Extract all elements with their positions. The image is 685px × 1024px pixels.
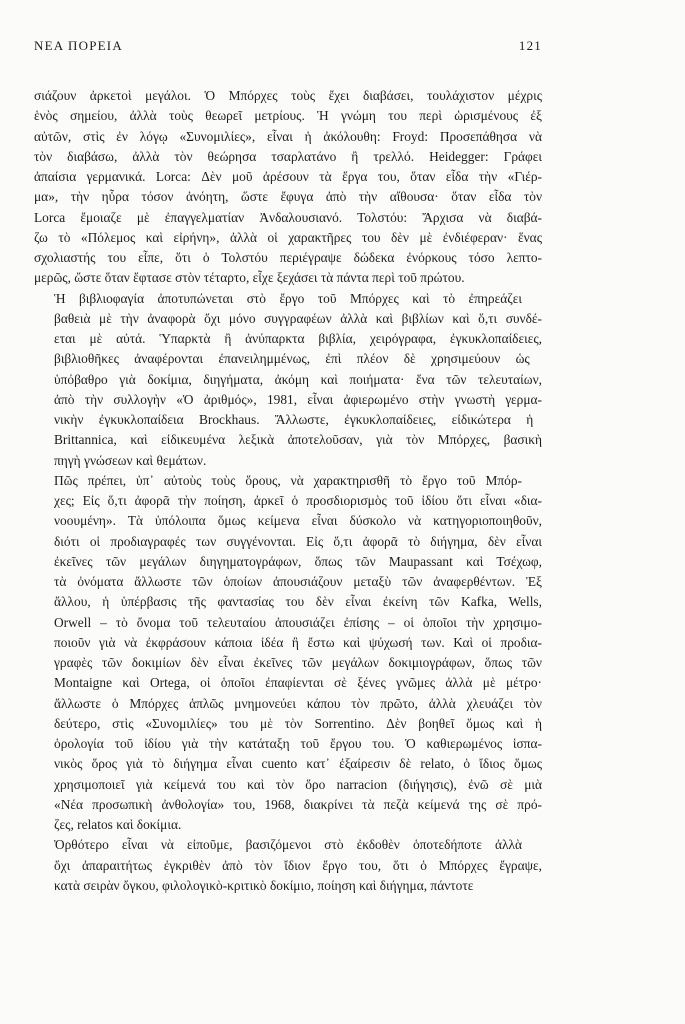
text-line: Ἡ βιβλιοφαγία ἀποτυπώνεται στὸ ἔργο τοῦ Μπόρχες καὶ τὸ ἐπηρεάζει	[54, 290, 522, 306]
text-line: νικὸς ὅρος γιὰ τὸ διήγημα εἶναι cuento κατ᾿ ἐξαίρεσιν δὲ relato, ὁ ἴδιος ὅμως	[54, 756, 542, 772]
text-line: ὑπόβαθρο γιὰ δοκίμια, διηγήματα, ἀκόμη καὶ ποιήματα· ἕνα τῶν τελευταίων,	[54, 371, 542, 387]
text-line: ἐκεῖνες τῶν μεγάλων διηγηματογράφων, ὅπως τῶν Maupassant καὶ Τσέχωφ,	[54, 553, 542, 569]
text-line: εται μὲ αὐτά. Ὑπαρκτὰ ἢ ἀνύπαρκτα βιβλία, χειρόγραφα, ἐγκυκλοπαίδειες,	[54, 331, 542, 346]
text-line: χρησιμοποιεῖ γιὰ κείμενά του καὶ τὸν ὅρο narracion (διήγησις), ἐνῶ σὲ μιὰ	[54, 776, 542, 792]
text-line: Brittannica, καὶ εἰδικευμένα λεξικὰ ἀποτελοῦσαν, γιὰ τὸν Μπόρχες, βασικὴ	[54, 432, 542, 448]
text-line: ἑνὸς σημείου, ἀλλὰ τοὺς θεωρεῖ μετρίους. Ἡ γνώμη του περὶ ὡρισμένους ἐξ	[34, 108, 542, 124]
text-line: Πῶς πρέπει, ὑπ᾿ αὐτοὺς τοὺς ὅρους, νὰ χαρακτηρισθῆ τὸ ἔργο τοῦ Μπόρ-	[54, 472, 522, 488]
paragraph	[34, 835, 542, 896]
text-line: τὸν διαβάσω, ἀλλὰ τὸν θεώρησα τσαρλατάνο ἢ τρελλό. Heidegger: Γράφει	[34, 148, 542, 164]
text-line: ὄχι ἀπαραιτήτως ἐγκριθὲν ἀπὸ τὸν ἴδιον ἔργο του, ὅτι ὁ Μπόρχες ἔγραψε,	[54, 857, 542, 873]
text-line: νοουμένη». Τὰ ὑπόλοιπα ὅμως κείμενα εἶναι δύσκολο νὰ κατηγοριοποιηθοῦν,	[54, 513, 542, 529]
paragraph	[34, 289, 542, 471]
text-line: Montaigne καὶ Ortega, οἱ ὁποῖοι ἐπαφίενται σὲ ξένες γνῶμες ἀλλὰ μὲ μέτρο·	[54, 675, 542, 691]
text-line: μα», τὴν ηὗρα τόσον ἀνόητη, ὥστε ἔφυγα ἀπὸ τὴν αἴθουσα· ὅταν εἶδα τὸν	[34, 189, 542, 205]
text-line: Orwell – τὸ ὄνομα τοῦ τελευταίου ἀπουσιάζει ἐπίσης – οἱ ὁποῖοι τὴν χρησιμο-	[54, 614, 542, 630]
body-text	[34, 86, 542, 896]
paragraph	[34, 86, 542, 289]
page-number: 121	[518, 38, 542, 53]
text-line: σιάζουν ἀρκετοὶ μεγάλοι. Ὁ Μπόρχες τοὺς ἔχει διαβάσει, τουλάχιστον μέχρις	[34, 88, 542, 103]
paragraph	[34, 471, 542, 836]
text-line: κατὰ σειρὰν ὄγκου, φιλολογικὸ-κριτικὸ δοκίμιο, ποίηση καὶ διήγημα, πάντοτε	[54, 877, 474, 893]
text-line: ἄλλου, ἡ ὑπέρβασις τῆς φαντασίας του δὲν εἶναι ἐκείνη τῶν Kafka, Wells,	[54, 594, 542, 610]
text-line: «Νέα προσωπικὴ ἀνθολογία» του, 1968, διακρίνει τὰ πεζὰ κείμενά της σὲ πρό-	[54, 796, 542, 812]
text-line: Lorca ἔμοιαζε μὲ ἐπαγγελματίαν Ἀνδαλουσιανό. Τολστόυ: Ἄρχισα νὰ διαβά-	[34, 209, 542, 225]
text-line: τὰ ὀνόματα ἄλλωστε τῶν ὁποίων ἀπουσιάζουν μεταξὺ τῶν ἀναφερθέντων. Ἐξ	[54, 574, 542, 589]
text-line: χες; Εἰς ὅ,τι ἀφορᾶ τὴν ποίηση, ἀρκεῖ ὁ προσδιορισμὸς τοῦ ἰδίου ὅτι εἶναι «δια-	[54, 493, 542, 508]
running-header	[34, 38, 542, 54]
text-line: διότι οἱ προδιαγραφές των συγγένονται. Εἰς ὅ,τι ἀφορᾶ τὸ διήγημα, δὲν εἶναι	[54, 533, 542, 549]
text-line: σχολιαστής του εἶπε, ὅτι ὁ Τολστόυ περιέγραψε δώδεκα ἐνόρκους τόσο λεπτο-	[34, 250, 542, 265]
text-line: δεύτερο, στὶς «Συνομιλίες» του μὲ τὸν Sorrentino. Δὲν βοηθεῖ ὅμως καὶ ἡ	[54, 715, 542, 731]
text-line: ὁρολογία τοῦ ἰδίου γιὰ τὴν κατάταξη τοῦ ἔργου του. Ὁ καθιερωμένος ἱσπα-	[54, 736, 542, 751]
text-line: μερῶς, ὥστε ὅταν ἔφτασε στὸν τέταρτο, εἶχε ξεχάσει τὰ πάντα περὶ τοῦ πρώτου.	[34, 270, 465, 286]
text-line: νικὴν ἐγκυκλοπαίδεια Brockhaus. Ἄλλωστε, ἐγκυκλοπαίδειες, εἰδικώτερα ἡ	[54, 412, 534, 427]
text-line: πηγὴ γνώσεων καὶ θεμάτων.	[54, 452, 207, 468]
running-title: ΝΕΑ ΠΟΡΕΙΑ	[34, 38, 123, 53]
text-line: ζω τὸ «Πόλεμος καὶ εἰρήνη», ἀλλὰ οἱ χαρακτῆρες του δὲν μὲ ἐνδιέφεραν· ἕνας	[34, 229, 542, 245]
text-line: ἀπαίσια γερμανικά. Lorca: Δὲν μοῦ ἀρέσουν τὰ ἔργα του, ὅταν εἶδα τὴν «Γιέρ-	[34, 169, 542, 184]
text-line: αὐτῶν, στὶς ἐν λόγῳ «Συνομιλίες», εἶναι ἡ ἀκόλουθη: Froyd: Προσεπάθησα νὰ	[34, 128, 542, 144]
text-line: Ὀρθότερο εἶναι νὰ εἰποῦμε, βασιζόμενοι στὸ ἐκδοθὲν ὁποτεδήποτε ἀλλὰ	[54, 837, 522, 853]
text-line: βαθειὰ μὲ τὴν ἀναφορὰ ὄχι μόνο συγγραφέων ἀλλὰ καὶ βιβλίων καὶ ὅ,τι συνδέ-	[54, 310, 542, 326]
text-line: ἄλλωστε ὁ Μπόρχες ἁπλῶς μνημονεύει κάπου τὸν πρῶτο, ἀλλὰ χλευάζει τὸν	[54, 695, 542, 711]
text-line: ποιοῦν γιὰ νὰ ἐκφράσουν κάποια ἰδέα ἢ ἔστω καὶ ψύχωσή των. Καὶ οἱ προδια-	[54, 634, 542, 650]
text-line: ζες, relatos καὶ δοκίμια.	[54, 817, 182, 832]
text-line: βιβλιοθῆκες ἀναφέρονται ἐπανειλημμένως, ἐπὶ πλέον δὲ χρησιμεύουν ὡς	[54, 351, 530, 367]
text-line: ἀπὸ τὴν συλλογὴν «Ὁ ἀριθμός», 1981, εἶναι ἀφιερωμένο στὴν γνωστὴ γερμα-	[54, 391, 542, 407]
text-line: γραφὲς τῶν δοκιμίων δὲν εἶναι ἐκεῖνες τῶν μεγάλων δοκιμιογράφων, ὅπως τῶν	[54, 655, 542, 670]
